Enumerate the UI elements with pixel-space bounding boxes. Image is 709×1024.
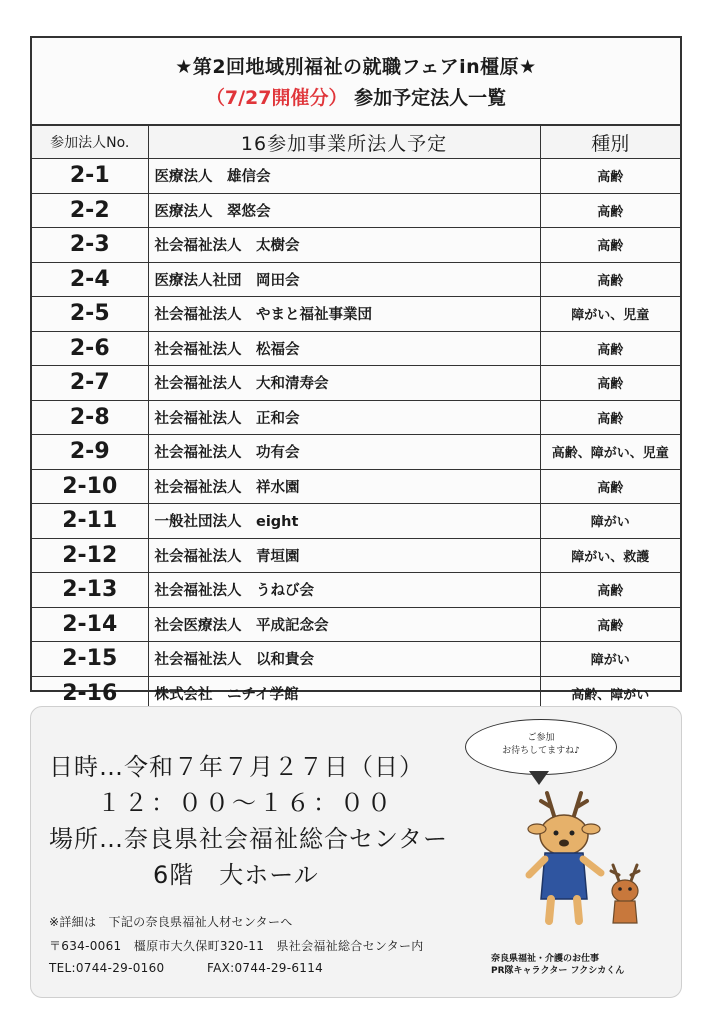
participant-table: [32, 126, 680, 710]
table-row: [32, 159, 680, 194]
event-date-line: 日時…令和７年７月２７日（日）: [49, 753, 424, 781]
row-number: 2-4: [32, 262, 148, 297]
title-block: [32, 38, 680, 126]
row-category: 高齢: [540, 228, 680, 263]
speech-bubble: [465, 719, 617, 775]
contact-address: 〒634-0061 橿原市大久保町320-11 県社会福祉総合センター内: [49, 939, 424, 953]
mascot-caption: [491, 953, 681, 977]
speech-bubble-tail: [529, 771, 549, 785]
row-number: 2-10: [32, 469, 148, 504]
row-number: 2-7: [32, 366, 148, 401]
table-row: [32, 400, 680, 435]
list-title-label: 参加予定法人一覧: [354, 87, 507, 109]
row-category: 高齢: [540, 159, 680, 194]
table-row: [32, 262, 680, 297]
speech-bubble-line1: ご参加: [527, 733, 555, 743]
row-organization: 一般社団法人 eight: [148, 504, 540, 539]
table-row: [32, 538, 680, 573]
event-date-label: （7/27開催分）: [205, 87, 348, 109]
table-row: [32, 642, 680, 677]
row-organization: 社会福祉法人 やまと福祉事業団: [148, 297, 540, 332]
participant-list-sheet: [30, 36, 682, 706]
row-category: 高齢: [540, 469, 680, 504]
row-number: 2-1: [32, 159, 148, 194]
page-title: ★第2回地域別福祉の就職フェアin橿原★: [175, 56, 537, 78]
row-organization: 社会福祉法人 大和清寿会: [148, 366, 540, 401]
table-row: [32, 607, 680, 642]
row-organization: 社会福祉法人 うねび会: [148, 573, 540, 608]
row-number: 2-2: [32, 193, 148, 228]
contact-tel: TEL:0744-29-0160: [49, 961, 165, 975]
row-category: 高齢: [540, 193, 680, 228]
row-category: 高齢: [540, 331, 680, 366]
row-category: 高齢、障がい: [540, 676, 680, 710]
row-organization: 社会福祉法人 松福会: [148, 331, 540, 366]
mascot-deer-icon: [507, 789, 657, 949]
row-organization: 株式会社 ニチイ学館: [148, 676, 540, 710]
row-number: 2-6: [32, 331, 148, 366]
row-organization: 医療法人 翠悠会: [148, 193, 540, 228]
table-header-row: [32, 126, 680, 159]
row-organization: 医療法人 雄信会: [148, 159, 540, 194]
speech-bubble-line2: お待ちしてますね♪: [502, 746, 580, 756]
row-number: 2-14: [32, 607, 148, 642]
table-row: [32, 228, 680, 263]
row-number: 2-8: [32, 400, 148, 435]
table-row: [32, 331, 680, 366]
row-organization: 社会福祉法人 青垣園: [148, 538, 540, 573]
row-category: 高齢: [540, 400, 680, 435]
row-organization: 医療法人社団 岡田会: [148, 262, 540, 297]
mascot-caption-line2: PR隊キャラクター フクシカくん: [491, 966, 625, 976]
row-organization: 社会福祉法人 祥水園: [148, 469, 540, 504]
row-category: 高齢: [540, 607, 680, 642]
row-category: 障がい、児童: [540, 297, 680, 332]
contact-fax: FAX:0744-29-6114: [207, 961, 324, 975]
row-category: 障がい: [540, 642, 680, 677]
row-category: 高齢: [540, 573, 680, 608]
mascot-caption-line1: 奈良県福祉・介護のお仕事: [491, 954, 600, 964]
table-row: [32, 366, 680, 401]
table-row: [32, 193, 680, 228]
row-number: 2-13: [32, 573, 148, 608]
table-row: [32, 297, 680, 332]
table-row: [32, 469, 680, 504]
row-category: 障がい: [540, 504, 680, 539]
column-header-name: 16参加事業所法人予定: [148, 126, 540, 159]
row-number: 2-12: [32, 538, 148, 573]
row-category: 障がい、救護: [540, 538, 680, 573]
row-organization: 社会福祉法人 正和会: [148, 400, 540, 435]
row-number: 2-11: [32, 504, 148, 539]
table-row: [32, 573, 680, 608]
event-hall-line: 6階 大ホール: [153, 861, 319, 889]
row-category: 高齢: [540, 366, 680, 401]
event-place-line: 場所…奈良県社会福祉総合センター: [49, 825, 449, 853]
row-category: 高齢、障がい、児童: [540, 435, 680, 470]
row-organization: 社会福祉法人 以和貴会: [148, 642, 540, 677]
row-number: 2-3: [32, 228, 148, 263]
row-organization: 社会福祉法人 功有会: [148, 435, 540, 470]
table-row: [32, 676, 680, 710]
table-row: [32, 504, 680, 539]
row-organization: 社会福祉法人 太樹会: [148, 228, 540, 263]
event-time-line: １２：００～１６：００: [97, 789, 394, 817]
details-note: ※詳細は 下記の奈良県福祉人材センターへ: [49, 915, 293, 929]
table-row: [32, 435, 680, 470]
row-category: 高齢: [540, 262, 680, 297]
row-number: 2-16: [32, 676, 148, 710]
page-subtitle: [32, 83, 680, 110]
row-organization: 社会医療法人 平成記念会: [148, 607, 540, 642]
row-number: 2-9: [32, 435, 148, 470]
row-number: 2-15: [32, 642, 148, 677]
event-info-panel: [30, 706, 682, 998]
column-header-type: 種別: [540, 126, 680, 159]
row-number: 2-5: [32, 297, 148, 332]
column-header-no: 参加法人No.: [32, 126, 148, 159]
